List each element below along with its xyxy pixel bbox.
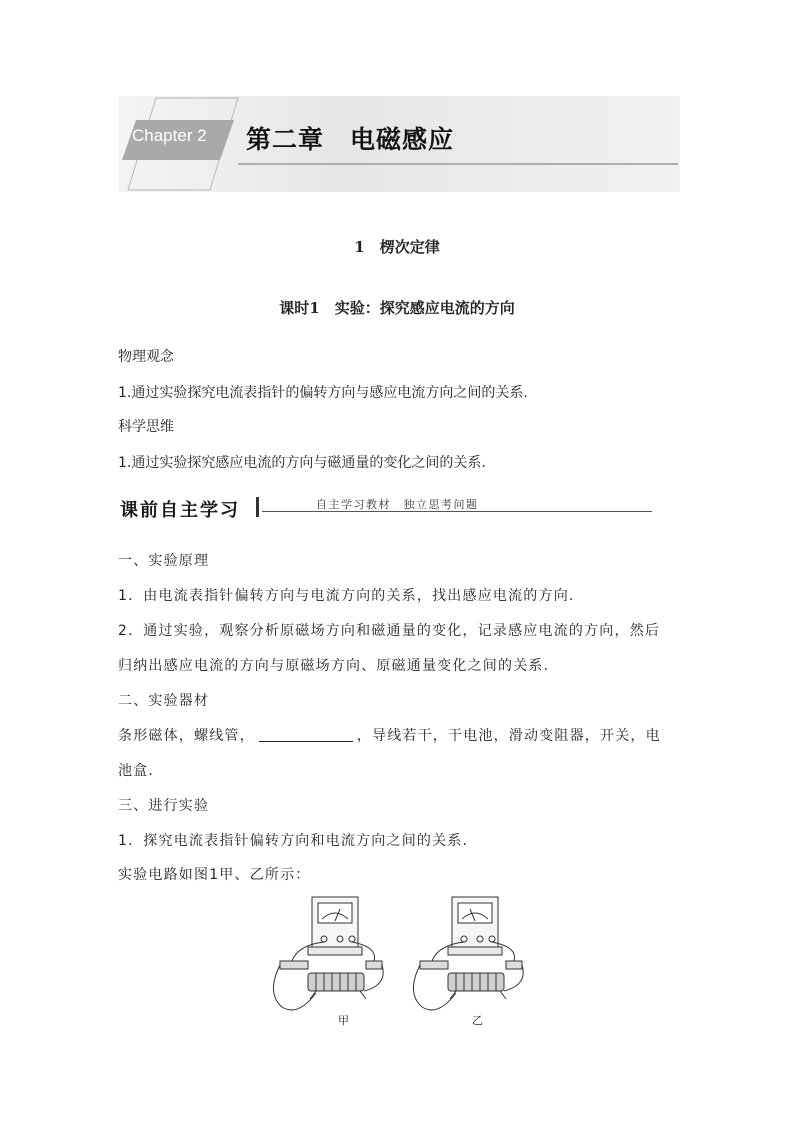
circuit-left-graphic <box>273 897 383 1010</box>
circuit-right-graphic <box>413 897 523 1010</box>
study-bar-subtitle: 自主学习教材 独立思考问题 <box>316 498 479 511</box>
equipment-text-after-blank: ，导线若干，干电池，滑动变阻器，开关，电 <box>356 728 661 744</box>
objective-heading-thinking: 科学思维 <box>118 419 174 435</box>
procedure-p2: 实验电路如图1甲、乙所示： <box>118 867 311 883</box>
study-bar-title: 课前自主学习 <box>120 500 240 521</box>
principle-p1: 1．由电流表指针偏转方向与电流方向的关系，找出感应电流的方向. <box>118 588 575 604</box>
principle-p2-line2: 归纳出感应电流的方向与原磁场方向、原磁通量变化之间的关系. <box>118 658 550 674</box>
equipment-heading: 二、实验器材 <box>118 693 210 709</box>
procedure-p1: 1．探究电流表指针偏转方向和电流方向之间的关系. <box>118 833 469 849</box>
equipment-line2: 池盒. <box>118 763 155 779</box>
objective-heading-physics: 物理观念 <box>118 349 174 365</box>
equipment-line1 <box>118 725 661 745</box>
principle-heading: 一、实验原理 <box>118 553 210 569</box>
lesson-title: 课时1 实验：探究感应电流的方向 <box>279 299 515 317</box>
equipment-text-before-blank: 条形磁体，螺线管， <box>118 728 255 744</box>
figure-label-left: 甲 <box>338 1014 349 1027</box>
procedure-heading: 三、进行实验 <box>118 798 210 814</box>
section-title: 1 楞次定律 <box>354 238 440 256</box>
objective-item-physics: 1.通过实验探究电流表指针的偏转方向与感应电流方向之间的关系. <box>118 385 528 401</box>
study-bar-marker <box>256 497 259 517</box>
chapter-banner <box>118 96 680 192</box>
experiment-circuit-figure <box>268 895 532 1025</box>
principle-p2-line1: 2．通过实验，观察分析原磁场方向和磁通量的变化，记录感应电流的方向，然后 <box>118 623 661 639</box>
objective-item-thinking: 1.通过实验探究感应电流的方向与磁通量的变化之间的关系. <box>118 455 486 471</box>
fill-in-blank <box>259 727 353 742</box>
figure-label-right: 乙 <box>472 1014 483 1027</box>
chapter-title: 第二章 电磁感应 <box>246 125 455 154</box>
chapter-badge: Chapter 2 <box>132 126 207 145</box>
